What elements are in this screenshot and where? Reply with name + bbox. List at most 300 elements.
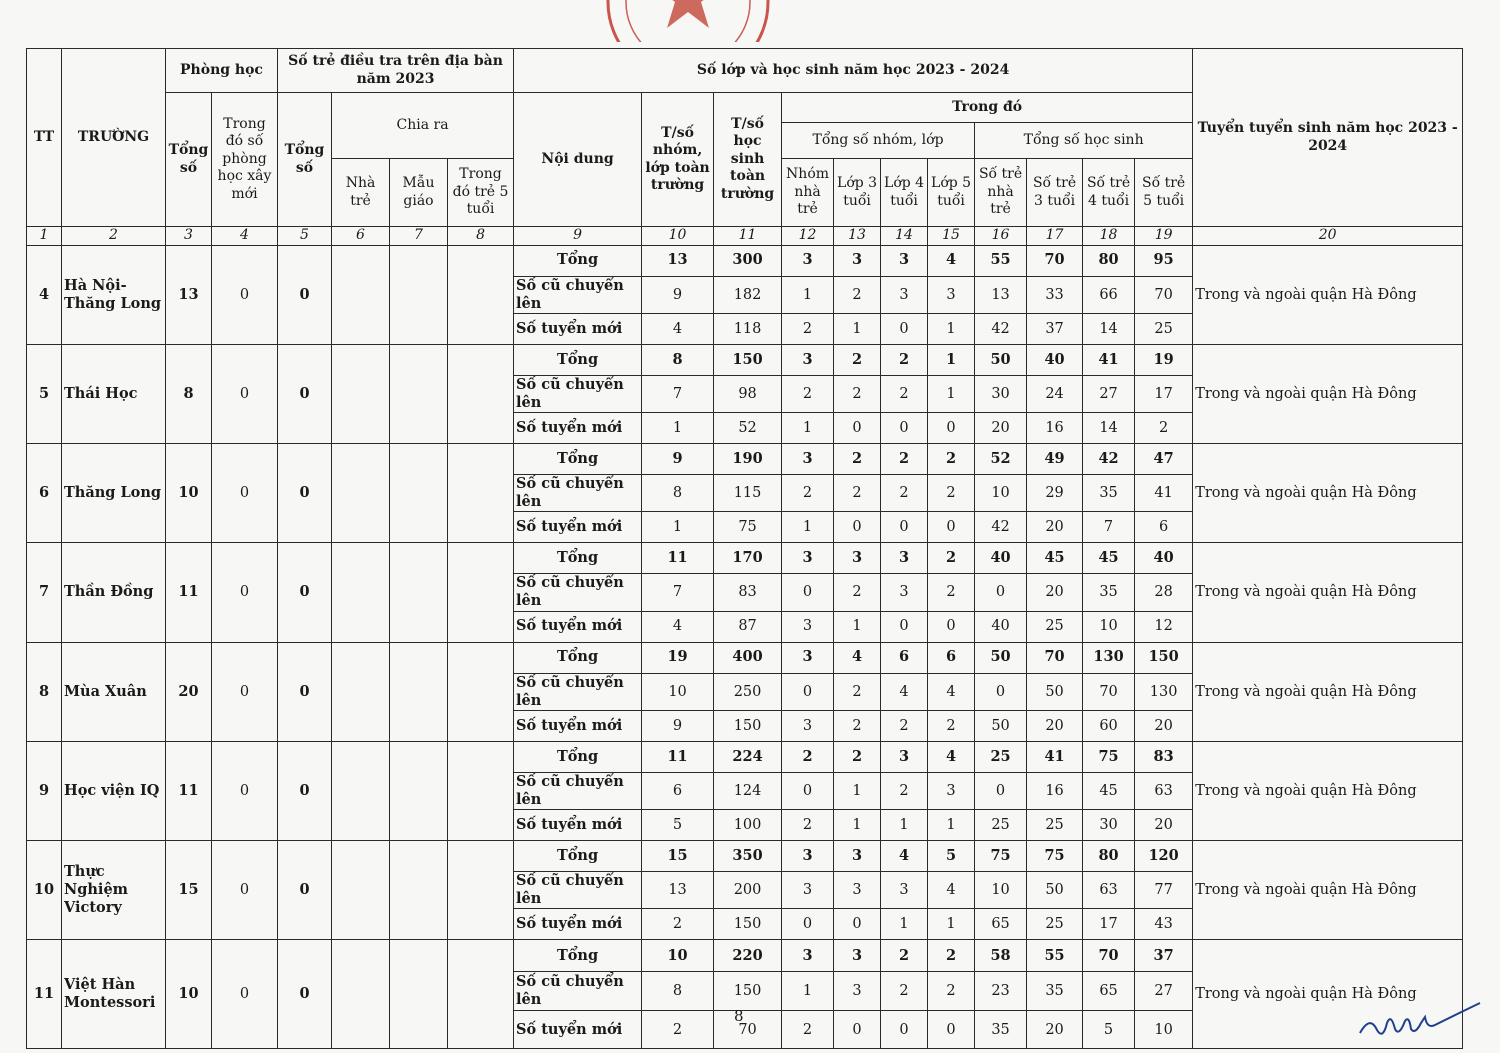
value-cell: 150 — [714, 710, 782, 741]
value-cell: 2 — [642, 909, 714, 940]
row-content-label: Số tuyển mới — [514, 313, 642, 344]
header-phong-hoc: Phòng học — [166, 49, 278, 93]
row-content-label: Số cũ chuyển lên — [514, 475, 642, 512]
value-cell: 10 — [1083, 611, 1135, 642]
school-name: Hà Nội- Thăng Long — [62, 245, 166, 344]
header-mau-giao: Mẫu giáo — [390, 159, 448, 227]
header-lop-5-tuoi: Lớp 5 tuổi — [928, 159, 975, 227]
header-ts-hoc-sinh: T/số học sinh toàn trường — [714, 93, 782, 227]
value-cell: 28 — [1135, 574, 1193, 611]
value-cell: 1 — [782, 512, 834, 543]
header-nhom-nha-tre: Nhóm nhà trẻ — [782, 159, 834, 227]
value-cell: 10 — [975, 475, 1027, 512]
value-cell: 2 — [881, 972, 928, 1011]
value-cell: 11 — [642, 543, 714, 574]
value-cell: 1 — [928, 313, 975, 344]
row-content-label: Tổng — [514, 642, 642, 673]
value-cell: 3 — [928, 772, 975, 809]
value-cell: 2 — [782, 475, 834, 512]
header-noi-dung: Nội dung — [514, 93, 642, 227]
value-cell: 13 — [642, 872, 714, 909]
table-row — [27, 841, 1463, 872]
value-cell: 3 — [782, 245, 834, 276]
row-content-label: Số tuyển mới — [514, 710, 642, 741]
value-cell: 400 — [714, 642, 782, 673]
value-cell: 83 — [714, 574, 782, 611]
column-number: 11 — [714, 227, 782, 246]
value-cell: 115 — [714, 475, 782, 512]
value-cell: 0 — [881, 413, 928, 444]
value-cell: 37 — [1027, 313, 1083, 344]
value-cell: 33 — [1027, 276, 1083, 313]
value-cell: 27 — [1135, 972, 1193, 1011]
value-cell: 4 — [834, 642, 881, 673]
value-cell: 50 — [975, 344, 1027, 375]
header-so-tre-dieu-tra: Số trẻ điều tra trên địa bàn năm 2023 — [278, 49, 514, 93]
nha-tre-cell — [332, 642, 390, 741]
signature — [1355, 995, 1485, 1045]
header-tre-nha-tre: Số trẻ nhà trẻ — [975, 159, 1027, 227]
value-cell: 0 — [782, 772, 834, 809]
column-number: 1 — [27, 227, 62, 246]
value-cell: 80 — [1083, 245, 1135, 276]
children-surveyed: 0 — [278, 245, 332, 344]
value-cell: 350 — [714, 841, 782, 872]
value-cell: 6 — [1135, 512, 1193, 543]
value-cell: 2 — [881, 344, 928, 375]
column-number: 6 — [332, 227, 390, 246]
value-cell: 7 — [1083, 512, 1135, 543]
value-cell: 2 — [834, 475, 881, 512]
value-cell: 40 — [1135, 543, 1193, 574]
room-total: 15 — [166, 841, 212, 940]
header-lop-4-tuoi: Lớp 4 tuổi — [881, 159, 928, 227]
column-number: 8 — [448, 227, 514, 246]
value-cell: 3 — [782, 710, 834, 741]
value-cell: 50 — [975, 642, 1027, 673]
tre-5-tuoi-cell — [448, 245, 514, 344]
mau-giao-cell — [390, 841, 448, 940]
value-cell: 0 — [782, 673, 834, 710]
value-cell: 3 — [881, 543, 928, 574]
tre-5-tuoi-cell — [448, 841, 514, 940]
value-cell: 20 — [1027, 574, 1083, 611]
tre-5-tuoi-cell — [448, 940, 514, 1049]
value-cell: 25 — [975, 741, 1027, 772]
value-cell: 29 — [1027, 475, 1083, 512]
mau-giao-cell — [390, 543, 448, 642]
column-number: 7 — [390, 227, 448, 246]
column-number: 15 — [928, 227, 975, 246]
row-content-label: Số tuyển mới — [514, 1011, 642, 1049]
value-cell: 25 — [1135, 313, 1193, 344]
value-cell: 118 — [714, 313, 782, 344]
value-cell: 3 — [834, 841, 881, 872]
value-cell: 3 — [782, 543, 834, 574]
value-cell: 70 — [1135, 276, 1193, 313]
nha-tre-cell — [332, 741, 390, 840]
nha-tre-cell — [332, 344, 390, 443]
nha-tre-cell — [332, 543, 390, 642]
mau-giao-cell — [390, 741, 448, 840]
mau-giao-cell — [390, 940, 448, 1049]
value-cell: 3 — [782, 841, 834, 872]
school-name: Thái Học — [62, 344, 166, 443]
value-cell: 4 — [642, 313, 714, 344]
value-cell: 1 — [928, 344, 975, 375]
value-cell: 3 — [834, 543, 881, 574]
value-cell: 2 — [881, 475, 928, 512]
value-cell: 4 — [928, 741, 975, 772]
table-row — [27, 245, 1463, 276]
row-index: 7 — [27, 543, 62, 642]
value-cell: 45 — [1027, 543, 1083, 574]
tre-5-tuoi-cell — [448, 642, 514, 741]
value-cell: 2 — [834, 574, 881, 611]
value-cell: 95 — [1135, 245, 1193, 276]
room-total: 13 — [166, 245, 212, 344]
tre-5-tuoi-cell — [448, 741, 514, 840]
value-cell: 16 — [1027, 772, 1083, 809]
value-cell: 24 — [1027, 375, 1083, 412]
value-cell: 2 — [834, 375, 881, 412]
header-tong-so-nhom-lop: Tổng số nhóm, lớp — [782, 123, 975, 159]
value-cell: 5 — [1083, 1011, 1135, 1049]
header-tong-so: Tổng số — [166, 93, 212, 227]
value-cell: 37 — [1135, 940, 1193, 972]
value-cell: 1 — [928, 375, 975, 412]
value-cell: 250 — [714, 673, 782, 710]
value-cell: 70 — [1027, 642, 1083, 673]
row-content-label: Số cũ chuyển lên — [514, 375, 642, 412]
row-index: 4 — [27, 245, 62, 344]
value-cell: 1 — [834, 810, 881, 841]
value-cell: 35 — [1083, 574, 1135, 611]
value-cell: 6 — [642, 772, 714, 809]
value-cell: 4 — [881, 673, 928, 710]
value-cell: 50 — [1027, 872, 1083, 909]
value-cell: 0 — [834, 512, 881, 543]
value-cell: 2 — [642, 1011, 714, 1049]
column-number: 5 — [278, 227, 332, 246]
value-cell: 11 — [642, 741, 714, 772]
room-new: 0 — [212, 940, 278, 1049]
row-content-label: Tổng — [514, 344, 642, 375]
row-content-label: Tổng — [514, 245, 642, 276]
value-cell: 200 — [714, 872, 782, 909]
value-cell: 1 — [834, 611, 881, 642]
children-surveyed: 0 — [278, 344, 332, 443]
value-cell: 47 — [1135, 444, 1193, 475]
column-number: 2 — [62, 227, 166, 246]
value-cell: 0 — [975, 673, 1027, 710]
row-content-label: Số cũ chuyển lên — [514, 972, 642, 1011]
row-content-label: Số tuyển mới — [514, 611, 642, 642]
school-name: Mùa Xuân — [62, 642, 166, 741]
admission-scope: Trong và ngoài quận Hà Đông — [1193, 543, 1463, 642]
value-cell: 1 — [881, 810, 928, 841]
tre-5-tuoi-cell — [448, 444, 514, 543]
value-cell: 50 — [1027, 673, 1083, 710]
value-cell: 20 — [1135, 710, 1193, 741]
value-cell: 100 — [714, 810, 782, 841]
value-cell: 63 — [1083, 872, 1135, 909]
column-number: 13 — [834, 227, 881, 246]
value-cell: 27 — [1083, 375, 1135, 412]
value-cell: 5 — [642, 810, 714, 841]
admission-scope: Trong và ngoài quận Hà Đông — [1193, 642, 1463, 741]
room-new: 0 — [212, 444, 278, 543]
value-cell: 150 — [714, 909, 782, 940]
room-total: 11 — [166, 741, 212, 840]
value-cell: 9 — [642, 276, 714, 313]
value-cell: 20 — [1135, 810, 1193, 841]
header-tong-so-tre: Tổng số — [278, 93, 332, 227]
value-cell: 10 — [1135, 1011, 1193, 1049]
children-surveyed: 0 — [278, 940, 332, 1049]
value-cell: 35 — [975, 1011, 1027, 1049]
value-cell: 9 — [642, 444, 714, 475]
value-cell: 2 — [928, 444, 975, 475]
value-cell: 2 — [834, 673, 881, 710]
value-cell: 0 — [881, 313, 928, 344]
row-content-label: Số cũ chuyển lên — [514, 872, 642, 909]
value-cell: 1 — [928, 909, 975, 940]
column-number: 17 — [1027, 227, 1083, 246]
children-surveyed: 0 — [278, 543, 332, 642]
value-cell: 0 — [834, 413, 881, 444]
value-cell: 0 — [928, 512, 975, 543]
value-cell: 150 — [714, 344, 782, 375]
value-cell: 65 — [1083, 972, 1135, 1011]
value-cell: 35 — [1027, 972, 1083, 1011]
value-cell: 2 — [834, 444, 881, 475]
value-cell: 0 — [928, 413, 975, 444]
value-cell: 42 — [975, 313, 1027, 344]
value-cell: 55 — [1027, 940, 1083, 972]
column-number: 3 — [166, 227, 212, 246]
value-cell: 2 — [928, 475, 975, 512]
value-cell: 2 — [782, 1011, 834, 1049]
value-cell: 66 — [1083, 276, 1135, 313]
value-cell: 55 — [975, 245, 1027, 276]
row-index: 9 — [27, 741, 62, 840]
value-cell: 70 — [1083, 673, 1135, 710]
row-content-label: Số cũ chuyển lên — [514, 276, 642, 313]
room-new: 0 — [212, 543, 278, 642]
table-row — [27, 642, 1463, 673]
header-tre-4-tuoi: Số trẻ 4 tuổi — [1083, 159, 1135, 227]
value-cell: 5 — [928, 841, 975, 872]
column-number: 4 — [212, 227, 278, 246]
value-cell: 2 — [1135, 413, 1193, 444]
header-phong-moi: Trong đó số phòng học xây mới — [212, 93, 278, 227]
value-cell: 2 — [834, 276, 881, 313]
value-cell: 45 — [1083, 772, 1135, 809]
value-cell: 190 — [714, 444, 782, 475]
value-cell: 0 — [928, 1011, 975, 1049]
value-cell: 75 — [975, 841, 1027, 872]
value-cell: 2 — [834, 710, 881, 741]
value-cell: 7 — [642, 574, 714, 611]
mau-giao-cell — [390, 245, 448, 344]
column-number: 18 — [1083, 227, 1135, 246]
value-cell: 3 — [782, 940, 834, 972]
value-cell: 30 — [975, 375, 1027, 412]
value-cell: 2 — [782, 741, 834, 772]
school-name: Việt Hàn Montessori — [62, 940, 166, 1049]
value-cell: 41 — [1083, 344, 1135, 375]
value-cell: 20 — [1027, 512, 1083, 543]
value-cell: 19 — [1135, 344, 1193, 375]
value-cell: 25 — [1027, 810, 1083, 841]
value-cell: 2 — [881, 444, 928, 475]
value-cell: 3 — [834, 972, 881, 1011]
value-cell: 2 — [834, 741, 881, 772]
header-so-lop-hoc-sinh: Số lớp và học sinh năm học 2023 - 2024 — [514, 49, 1193, 93]
nha-tre-cell — [332, 444, 390, 543]
header-trong-do: Trong đó — [782, 93, 1193, 123]
room-total: 10 — [166, 444, 212, 543]
room-total: 11 — [166, 543, 212, 642]
mau-giao-cell — [390, 642, 448, 741]
value-cell: 14 — [1083, 313, 1135, 344]
value-cell: 1 — [928, 810, 975, 841]
header-tre-5-tuoi: Trong đó trẻ 5 tuổi — [448, 159, 514, 227]
value-cell: 3 — [834, 245, 881, 276]
room-new: 0 — [212, 841, 278, 940]
value-cell: 1 — [881, 909, 928, 940]
row-content-label: Số cũ chuyển lên — [514, 574, 642, 611]
admission-scope: Trong và ngoài quận Hà Đông — [1193, 245, 1463, 344]
value-cell: 20 — [975, 413, 1027, 444]
value-cell: 170 — [714, 543, 782, 574]
official-seal — [598, 0, 778, 42]
nha-tre-cell — [332, 940, 390, 1049]
value-cell: 2 — [881, 375, 928, 412]
value-cell: 4 — [928, 872, 975, 909]
value-cell: 2 — [782, 810, 834, 841]
header-chia-ra: Chia ra — [332, 93, 514, 159]
value-cell: 0 — [881, 1011, 928, 1049]
value-cell: 8 — [642, 344, 714, 375]
row-content-label: Số tuyển mới — [514, 909, 642, 940]
value-cell: 10 — [975, 872, 1027, 909]
value-cell: 20 — [1027, 710, 1083, 741]
row-content-label: Số tuyển mới — [514, 512, 642, 543]
children-surveyed: 0 — [278, 642, 332, 741]
value-cell: 60 — [1083, 710, 1135, 741]
header-tuyen-sinh: Tuyển tuyển sinh năm học 2023 - 2024 — [1193, 49, 1463, 227]
column-number: 14 — [881, 227, 928, 246]
value-cell: 2 — [928, 543, 975, 574]
tre-5-tuoi-cell — [448, 543, 514, 642]
value-cell: 0 — [881, 611, 928, 642]
value-cell: 65 — [975, 909, 1027, 940]
room-total: 8 — [166, 344, 212, 443]
value-cell: 17 — [1135, 375, 1193, 412]
column-number: 16 — [975, 227, 1027, 246]
room-new: 0 — [212, 245, 278, 344]
value-cell: 12 — [1135, 611, 1193, 642]
value-cell: 25 — [1027, 909, 1083, 940]
value-cell: 25 — [975, 810, 1027, 841]
room-total: 10 — [166, 940, 212, 1049]
row-index: 10 — [27, 841, 62, 940]
school-name: Thực Nghiệm Victory — [62, 841, 166, 940]
value-cell: 15 — [642, 841, 714, 872]
value-cell: 80 — [1083, 841, 1135, 872]
value-cell: 9 — [642, 710, 714, 741]
value-cell: 87 — [714, 611, 782, 642]
value-cell: 2 — [782, 313, 834, 344]
table-row — [27, 940, 1463, 972]
value-cell: 224 — [714, 741, 782, 772]
value-cell: 1 — [834, 772, 881, 809]
admission-scope: Trong và ngoài quận Hà Đông — [1193, 344, 1463, 443]
value-cell: 1 — [642, 512, 714, 543]
value-cell: 2 — [928, 574, 975, 611]
children-surveyed: 0 — [278, 741, 332, 840]
value-cell: 3 — [782, 872, 834, 909]
value-cell: 1 — [834, 313, 881, 344]
value-cell: 4 — [881, 841, 928, 872]
value-cell: 63 — [1135, 772, 1193, 809]
value-cell: 70 — [1027, 245, 1083, 276]
children-surveyed: 0 — [278, 444, 332, 543]
enrollment-table — [26, 48, 1463, 1049]
value-cell: 130 — [1083, 642, 1135, 673]
value-cell: 0 — [928, 611, 975, 642]
value-cell: 77 — [1135, 872, 1193, 909]
nha-tre-cell — [332, 245, 390, 344]
header-lop-3-tuoi: Lớp 3 tuổi — [834, 159, 881, 227]
value-cell: 3 — [881, 276, 928, 313]
column-number-row — [27, 227, 1463, 246]
tre-5-tuoi-cell — [448, 344, 514, 443]
value-cell: 49 — [1027, 444, 1083, 475]
header-tre-3-tuoi: Số trẻ 3 tuổi — [1027, 159, 1083, 227]
value-cell: 150 — [1135, 642, 1193, 673]
value-cell: 83 — [1135, 741, 1193, 772]
value-cell: 50 — [975, 710, 1027, 741]
page-number: 8 — [734, 1007, 744, 1025]
value-cell: 3 — [782, 344, 834, 375]
value-cell: 8 — [642, 475, 714, 512]
value-cell: 75 — [1027, 841, 1083, 872]
table-row — [27, 344, 1463, 375]
value-cell: 0 — [975, 574, 1027, 611]
column-number: 12 — [782, 227, 834, 246]
room-new: 0 — [212, 344, 278, 443]
value-cell: 7 — [642, 375, 714, 412]
value-cell: 40 — [975, 543, 1027, 574]
value-cell: 3 — [834, 872, 881, 909]
value-cell: 3 — [782, 444, 834, 475]
value-cell: 6 — [881, 642, 928, 673]
value-cell: 52 — [714, 413, 782, 444]
value-cell: 98 — [714, 375, 782, 412]
value-cell: 0 — [975, 772, 1027, 809]
value-cell: 150 — [714, 972, 782, 1011]
value-cell: 4 — [642, 611, 714, 642]
room-total: 20 — [166, 642, 212, 741]
header-truong: TRƯỜNG — [62, 49, 166, 227]
row-index: 8 — [27, 642, 62, 741]
value-cell: 1 — [782, 413, 834, 444]
school-name: Thăng Long — [62, 444, 166, 543]
value-cell: 4 — [928, 673, 975, 710]
